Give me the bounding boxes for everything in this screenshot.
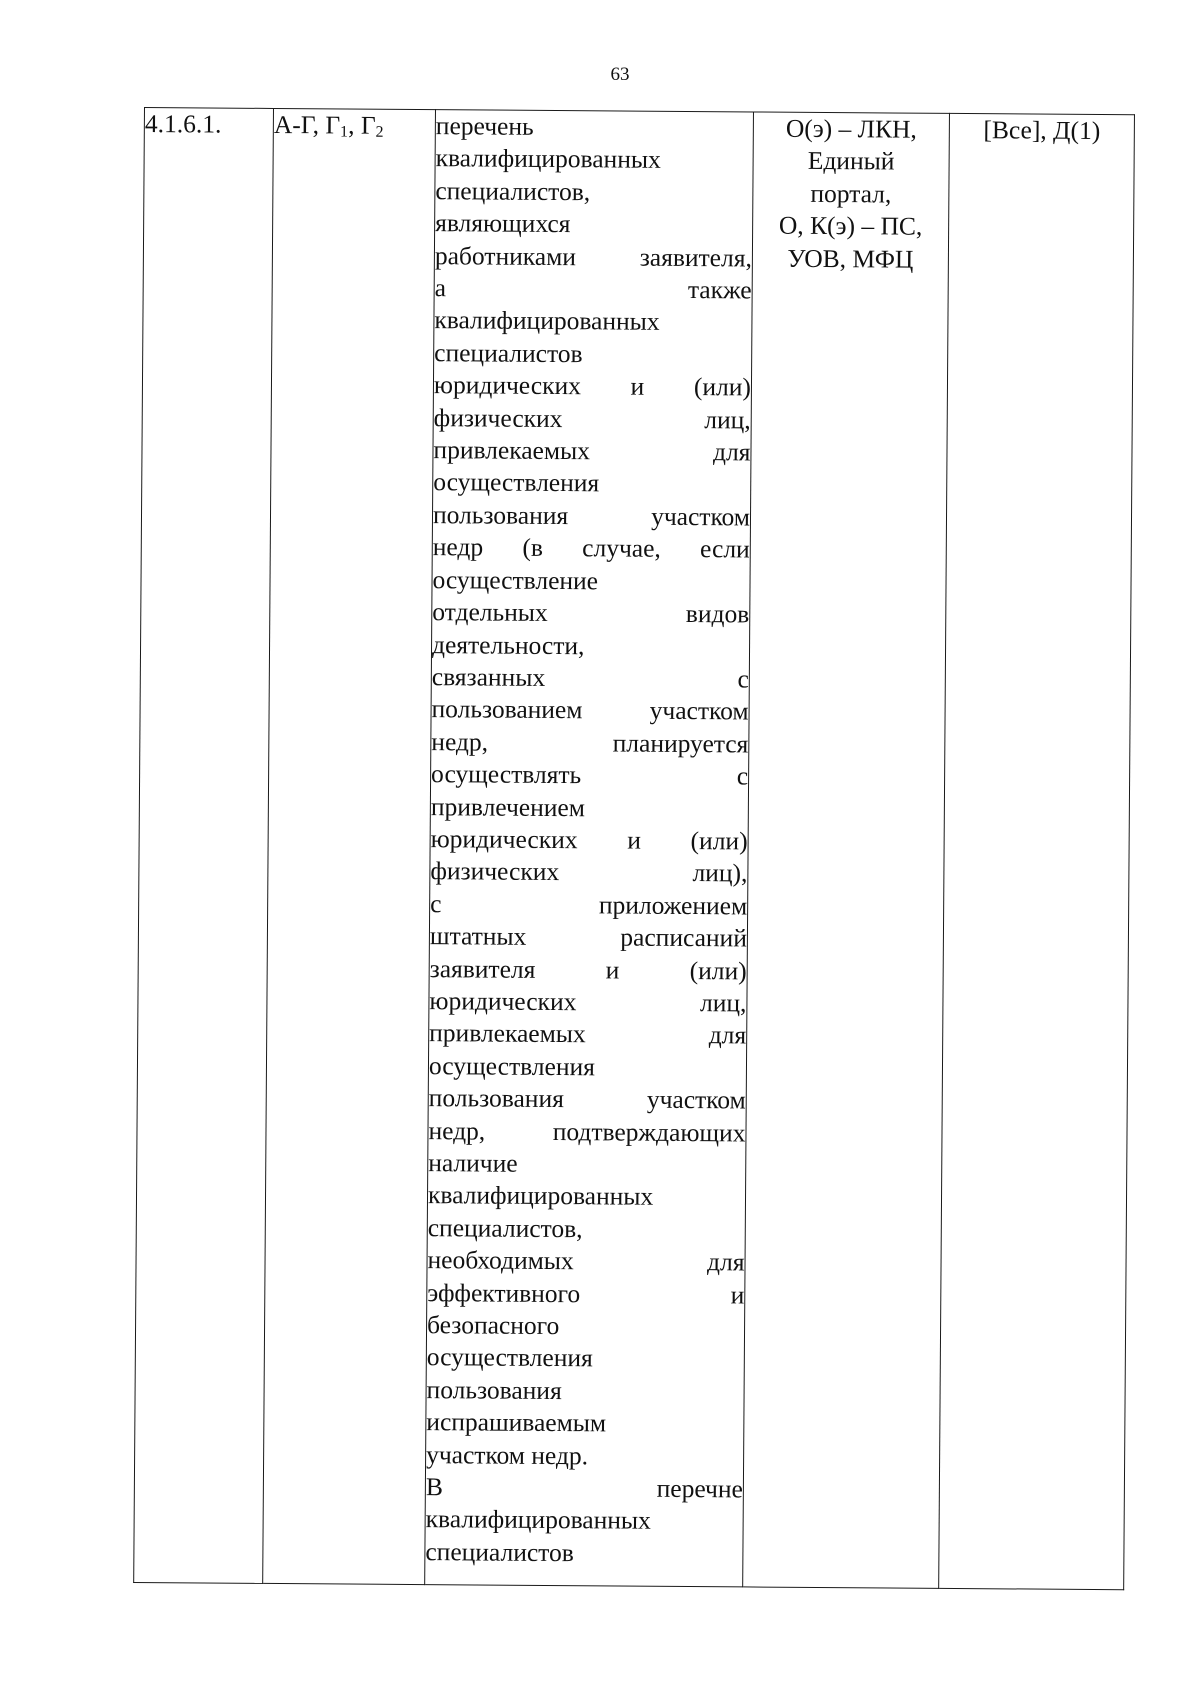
description-line: заявителя и (или) (429, 953, 747, 986)
description-line: специалистов, (427, 1212, 583, 1244)
description-line: необходимых для (427, 1245, 745, 1277)
description-line: осуществления (433, 467, 600, 498)
channel-line: УОВ, МФЦ (787, 243, 914, 274)
description-line: юридических и (или) (433, 370, 752, 402)
description-line: участком недр. (426, 1439, 589, 1470)
item-code: 4.1.6.1. (144, 109, 222, 139)
description-line: деятельности, (431, 629, 585, 660)
applicant-groups-cell (263, 108, 436, 1584)
applicant-groups: А-Г, $Г_1$, $Г_2$ (273, 109, 384, 141)
channel-line: портал, (810, 178, 892, 209)
submission-channels (753, 112, 949, 275)
submission-channels-cell (743, 112, 950, 1588)
document-description-cell (425, 110, 754, 1587)
channel-line: Единый (807, 146, 895, 176)
description-line: физических лиц), (430, 856, 748, 888)
description-line: а также (434, 273, 752, 305)
applicability: [Все], Д(1) (983, 115, 1101, 146)
description-line: привлекаемых для (429, 1018, 747, 1050)
description-line: недр (в случае, если (432, 532, 750, 564)
description-line: юридических лиц, (429, 986, 747, 1018)
table-row (134, 108, 1135, 1590)
description-line: квалифицированных (427, 1180, 654, 1212)
description-line: квалифицированных (435, 143, 661, 175)
description-line: осуществления (428, 1050, 596, 1082)
description-line: испрашиваемым (426, 1407, 607, 1438)
description-line: штатных расписаний (429, 921, 748, 953)
channel-line: О(э) – ЛКН, (785, 113, 917, 144)
description-line: осуществлять с (431, 759, 749, 791)
description-line: пользования (426, 1374, 562, 1405)
description-line: являющихся (435, 208, 571, 239)
description-line: юридических и (или) (430, 824, 748, 856)
item-code-cell (134, 108, 274, 1584)
description-line: специалистов (434, 337, 583, 369)
description-line: наличие (428, 1148, 518, 1178)
description-line: с приложением (430, 888, 748, 921)
description-line: работниками заявителя, (434, 240, 753, 273)
description-line: отдельных видов (432, 597, 750, 629)
description-line: В перечне (425, 1472, 743, 1504)
description-line: осуществление (432, 564, 599, 596)
page-number: 63 (610, 64, 630, 85)
description-line: квалифицированных (425, 1504, 651, 1536)
description-line: пользования участком (432, 500, 751, 532)
description-line: эффективного и (427, 1277, 745, 1310)
document-description (425, 110, 753, 1571)
description-line: квалифицированных (434, 305, 660, 337)
description-line: безопасного (426, 1310, 560, 1341)
description-line: недр, подтверждающих (428, 1115, 746, 1148)
description-line: недр, планируется (431, 726, 749, 759)
description-line: перечень (435, 111, 534, 141)
description-line: специалистов, (435, 175, 591, 207)
description-line: физических лиц, (433, 402, 751, 435)
description-line: пользованием участком (431, 694, 749, 726)
description-line: осуществления (426, 1342, 593, 1373)
channel-line: О, К(э) – ПС, (778, 210, 923, 241)
description-line: специалистов (425, 1536, 574, 1568)
description-line: пользования участком (428, 1083, 746, 1115)
description-line: привлекаемых для (433, 435, 751, 467)
description-line: привлечением (430, 791, 586, 822)
description-line: связанных с (431, 662, 749, 694)
requirements-table (133, 107, 1135, 1590)
applicability-cell (939, 113, 1135, 1589)
